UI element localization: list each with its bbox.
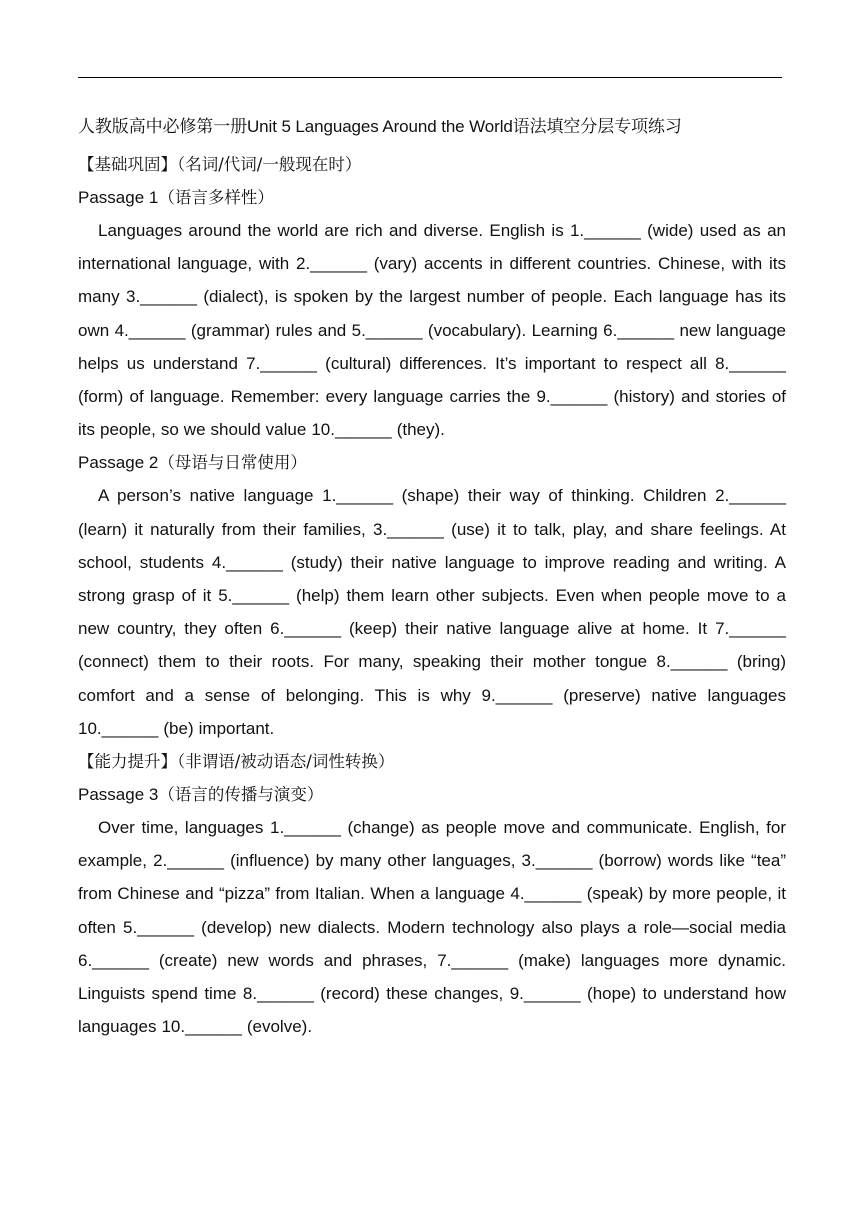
section-heading-basic [78, 148, 786, 181]
worksheet-body [78, 106, 786, 1043]
passage-title-label: Passage 2 [78, 453, 159, 473]
section-heading-subtitle: （名词/代词/一般现在时） [177, 155, 362, 174]
passage-title-subtitle: （语言多样性） [158, 188, 274, 207]
passage-title-label: Passage 1 [78, 188, 159, 207]
section-heading-label: 【能力提升】 [78, 752, 177, 772]
header-rule [78, 77, 782, 78]
section-heading-label: 【基础巩固】 [78, 155, 177, 174]
passage-2-text: A person’s native language 1.______ (shape) their way of thinking. Children 2.______ (learn) it naturally from their families, 3.______ (use) it to talk, play, and share feelings. At school, students 4.______ (study) their native language to improve reading and writing. A strong grasp of it 5.______ (help) them learn other subjects. Even when people move to a new country, they often 6.______ (keep) their native language alive at home. It 7.______ (connect) them to their roots. For many, speaking their mother tongue 8.______ (bring) comfort and a sense of belonging. This is why 9.______ (preserve) native languages 10.______ (be) important. [78, 486, 786, 738]
document-title: 人教版高中必修第一册Unit 5 Languages Around the World语法填空分层专项练习 [78, 117, 682, 136]
section-heading-advanced [78, 745, 786, 778]
passage-title-subtitle: （母语与日常使用） [158, 453, 307, 473]
passage-2-title [78, 446, 786, 479]
passage-title-subtitle: （语言的传播与演变） [158, 785, 324, 805]
section-heading-subtitle: （非谓语/被动语态/词性转换） [177, 752, 395, 772]
passage-3-text: Over time, languages 1.______ (change) as people move and communicate. English, for example, 2.______ (influence) by many other languages, 3.______ (borrow) words like “tea” from Chinese and “pizza” from Italian. When a language 4.______ (speak) by more people, it often 5.______ (develop) new dialects. Modern technology also plays a role—social media 6.______ (create) new words and phrases, 7.______ (make) languages more dynamic. Linguists spend time 8.______ (record) these changes, 9.______ (hope) to understand how languages 10.______ (evolve). [78, 818, 786, 1037]
passage-1-title [78, 181, 786, 214]
passage-title-label: Passage 3 [78, 785, 159, 805]
passage-1-text: Languages around the world are rich and diverse. English is 1.______ (wide) used as an international language, with 2.______ (vary) accents in different countries. Chinese, with its many 3.______ (dialect), is spoken by the largest number of people. Each language has its own 4.______ (grammar) rules and 5.______ (vocabulary). Learning 6.______ new language helps us understand 7.______ (cultural) differences. It’s important to respect all 8.______ (form) of language. Remember: every language carries the 9.______ (history) and stories of its people, so we should value 10.______ (they). [78, 221, 786, 440]
passage-3-title [78, 778, 786, 811]
